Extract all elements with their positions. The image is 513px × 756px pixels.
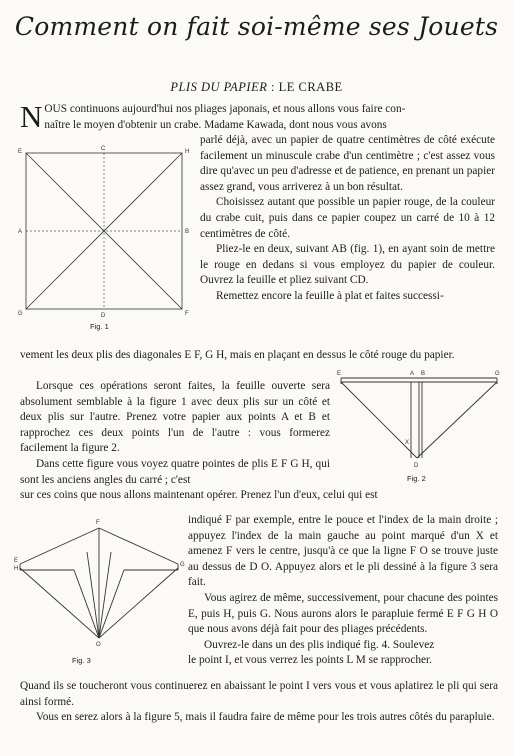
paragraph-corners: sur ces coins que nous allons maintenant opérer. Prenez l'un d'eux, celui qui est bbox=[20, 489, 378, 501]
section-subtitle bbox=[0, 80, 513, 95]
fig1-label-b: B bbox=[185, 229, 190, 235]
fig3-label-f: F bbox=[96, 520, 100, 526]
paragraph-figure-5: Vous en serez alors à la figure 5, mais il faudra faire de même pour les trois autres côtés du parapluie. bbox=[36, 711, 495, 724]
subtitle-section: PLIS DU PAPIER bbox=[170, 80, 268, 94]
paragraph-point-i: le point I, et vous verrez les points L M se rapprocher. bbox=[188, 654, 432, 667]
figure-1-diagram bbox=[18, 146, 193, 319]
paragraph-opened-sheet: Lorsque ces opérations seront faites, la feuille ouverte sera absolument semblable à la figure 1 avec deux plis sur un côté et deux plis sur l'autre. Prenez votre papier aux points A et B et rapprochez ces deux points l'un de l'autre : vous formerez facilement la figure 2. bbox=[20, 380, 330, 455]
fig3-caption: Fig. 3 bbox=[72, 656, 91, 665]
drop-cap: N bbox=[20, 99, 43, 134]
paragraph-figure-2-text bbox=[20, 379, 330, 488]
right-column-lower bbox=[188, 513, 498, 669]
figure-2-diagram bbox=[337, 372, 502, 467]
fig2-label-x: X bbox=[405, 440, 410, 446]
closing-text bbox=[20, 679, 498, 726]
fig1-label-a: A bbox=[18, 229, 23, 235]
fig1-caption: Fig. 1 bbox=[90, 322, 109, 331]
paragraph-open-fold: Ouvrez-le dans un des plis indiqué fig. 4. Soulevez bbox=[204, 638, 435, 651]
fig1-label-f: F bbox=[185, 311, 189, 317]
paragraph-each-point: Vous agirez de même, successivement, pour chacune des pointes E, puis H, puis G. Nous aurons alors le parapluie fermé E F G H O que nous avons déjà fait pour des pliages précédents. bbox=[188, 591, 498, 636]
fig2-caption: Fig. 2 bbox=[407, 474, 426, 483]
intro-paragraph bbox=[20, 99, 495, 134]
fig3-label-o: O bbox=[96, 642, 101, 648]
paragraph-flatten: Quand ils se toucheront vous continuerez en abaissant le point I vers vous et vous aplatirez le pli qui sera ainsi formé. bbox=[20, 680, 498, 708]
fig2-label-g: G bbox=[495, 371, 500, 377]
fig1-label-h: H bbox=[185, 149, 190, 155]
fig1-label-c: C bbox=[101, 146, 106, 152]
figure-3-diagram bbox=[14, 518, 186, 648]
paragraph-four-points: Dans cette figure vous voyez quatre pointes de plis E F G H, qui sont les anciens angles du carré ; c'est bbox=[20, 457, 330, 486]
subtitle-topic: LE CRABE bbox=[278, 80, 343, 94]
subtitle-separator: : bbox=[267, 80, 279, 94]
fig2-label-a: A bbox=[410, 371, 415, 377]
paragraph-choose-paper: Choisissez autant que possible un papier rouge, de la couleur du crabe cuit, puis dans ce papier coupez un carré de 10 à 12 centimètres de côté. bbox=[200, 196, 495, 240]
fig1-label-e: E bbox=[18, 149, 23, 155]
paragraph-diagonals-rest: vement les deux plis des diagonales E F, G H, mais en plaçant en dessus le côté rouge du papier. bbox=[20, 349, 455, 361]
right-column-text bbox=[200, 133, 495, 305]
fig2-label-e: E bbox=[337, 371, 342, 377]
paragraph-fold-in-two: Pliez-le en deux, suivant AB (fig. 1), en ayant soin de mettre le rouge en dedans si vous employez du papier de couleur. Ouvrez la feuille et pliez suivant CD. bbox=[200, 243, 495, 287]
fig3-label-g: G bbox=[180, 562, 185, 568]
fig3-label-e: E bbox=[14, 558, 19, 564]
fig2-label-b: B bbox=[421, 371, 426, 377]
fig2-label-d: D bbox=[414, 463, 419, 469]
paragraph-diagonals-start: Remettez encore la feuille à plat et faites successi- bbox=[216, 289, 444, 302]
page-title: Comment on fait soi-même ses Jouets bbox=[14, 12, 499, 41]
fig1-label-d: D bbox=[101, 313, 106, 319]
intro-line-1: OUS continuons aujourd'hui nos pliages japonais, et nous allons vous faire con- bbox=[44, 103, 406, 115]
intro-paragraph-rest: parlé déjà, avec un papier de quatre centimètres de côté exécute facilement un minuscule crabe d'un centimètre ; c'est assez vous dire qu'avec un peu d'adresse et de patience, en prenant un papier assez grand, vous arriverez à un bon résultat. bbox=[200, 134, 495, 193]
fig3-label-h: H bbox=[14, 566, 19, 572]
fig1-label-g: G bbox=[18, 311, 23, 317]
paragraph-index-finger: indiqué F par exemple, entre le pouce et l'index de la main droite ; appuyez l'index de la main gauche au point marqué d'un X et amenez F vers le centre, jusqu'à ce que la ligne F O se trouve juste au dessus de D O. Appuyez alors et le pli dessiné à la figure 3 sera fait. bbox=[188, 514, 498, 589]
intro-line-2: naître le moyen d'obtenir un crabe. Madame Kawada, dont nous vous avons bbox=[44, 118, 387, 131]
